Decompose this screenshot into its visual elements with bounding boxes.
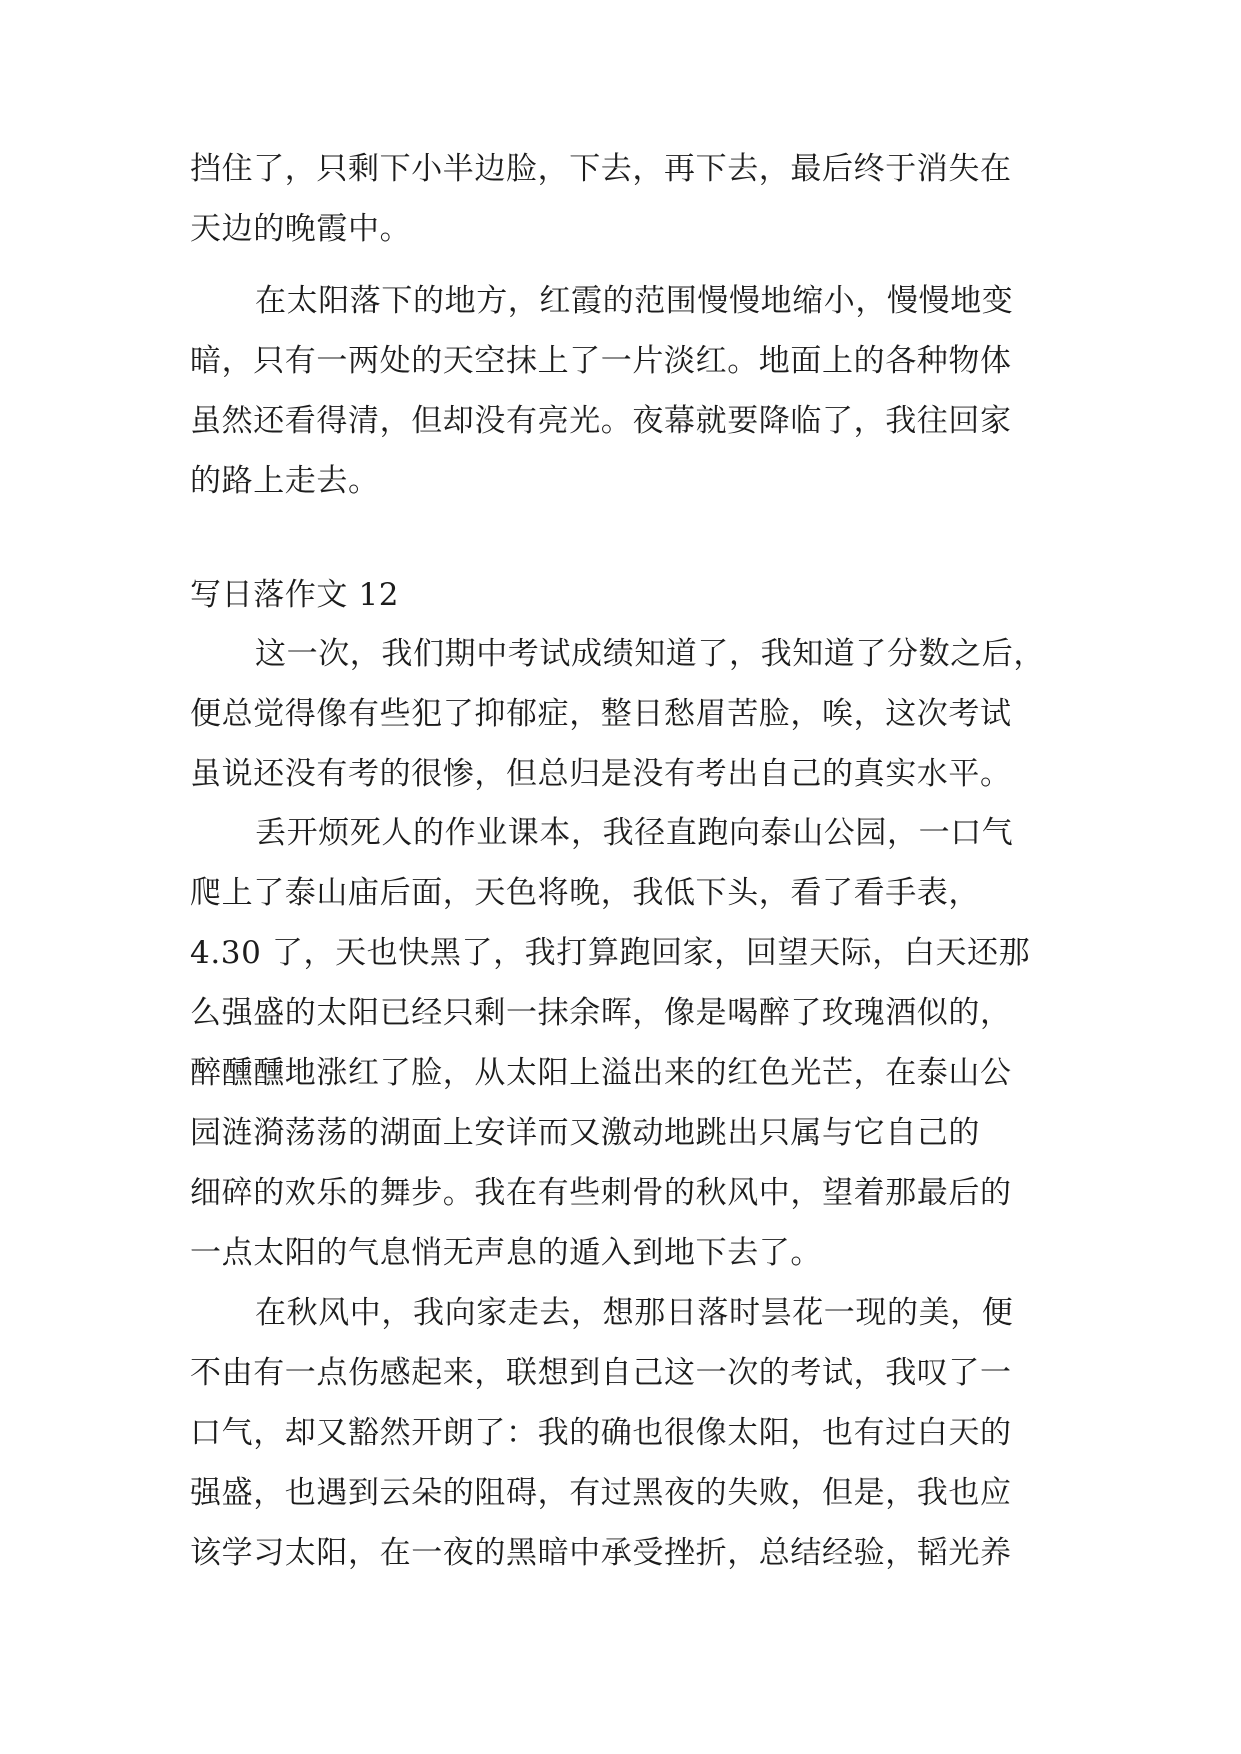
text-line: 爬上了泰山庙后面，天色将晚，我低下头，看了看手表， [190,875,980,911]
text-line: 醉醺醺地涨红了脸，从太阳上溢出来的红色光芒，在泰山公 [190,1055,1012,1091]
text-line: 的路上走去。 [190,463,380,499]
text-line: 口气，却又豁然开朗了：我的确也很像太阳，也有过白天的 [190,1415,1012,1451]
text-line: 细碎的欢乐的舞步。我在有些刺骨的秋风中，望着那最后的 [190,1175,1012,1211]
text-line: 么强盛的太阳已经只剩一抹余晖，像是喝醉了玫瑰酒似的， [190,995,1012,1031]
text-line: 4.30 了，天也快黑了，我打算跑回家，回望天际，白天还那 [190,935,1031,971]
text-line: 园涟漪荡荡的湖面上安详而又激动地跳出只属与它自己的 [190,1115,980,1151]
text-line: 便总觉得像有些犯了抑郁症，整日愁眉苦脸，唉，这次考试 [190,696,1012,732]
text-line: 暗，只有一两处的天空抹上了一片淡红。地面上的各种物体 [190,343,1012,379]
text-line: 天边的晚霞中。 [190,211,412,247]
text-line: 挡住了，只剩下小半边脸，下去，再下去，最后终于消失在 [190,151,1012,187]
text-line: 不由有一点伤感起来，联想到自己这一次的考试，我叹了一 [190,1355,1012,1391]
section-title: 写日落作文 12 [190,577,400,613]
text-line: 一点太阳的气息悄无声息的遁入到地下去了。 [190,1235,822,1271]
text-line: 该学习太阳，在一夜的黑暗中承受挫折，总结经验，韬光养 [190,1535,1012,1571]
text-line: 虽说还没有考的很惨，但总归是没有考出自己的真实水平。 [190,756,1012,792]
text-line: 强盛，也遇到云朵的阻碍，有过黑夜的失败，但是，我也应 [190,1475,1012,1511]
text-line: 丢开烦死人的作业课本，我径直跑向泰山公园，一口气 [255,815,1014,851]
text-line: 虽然还看得清，但却没有亮光。夜幕就要降临了，我往回家 [190,403,1012,439]
text-line: 这一次，我们期中考试成绩知道了，我知道了分数之后， [255,636,1045,672]
text-line: 在秋风中，我向家走去，想那日落时昙花一现的美，便 [255,1295,1014,1331]
text-line: 在太阳落下的地方，红霞的范围慢慢地缩小，慢慢地变 [255,283,1014,319]
